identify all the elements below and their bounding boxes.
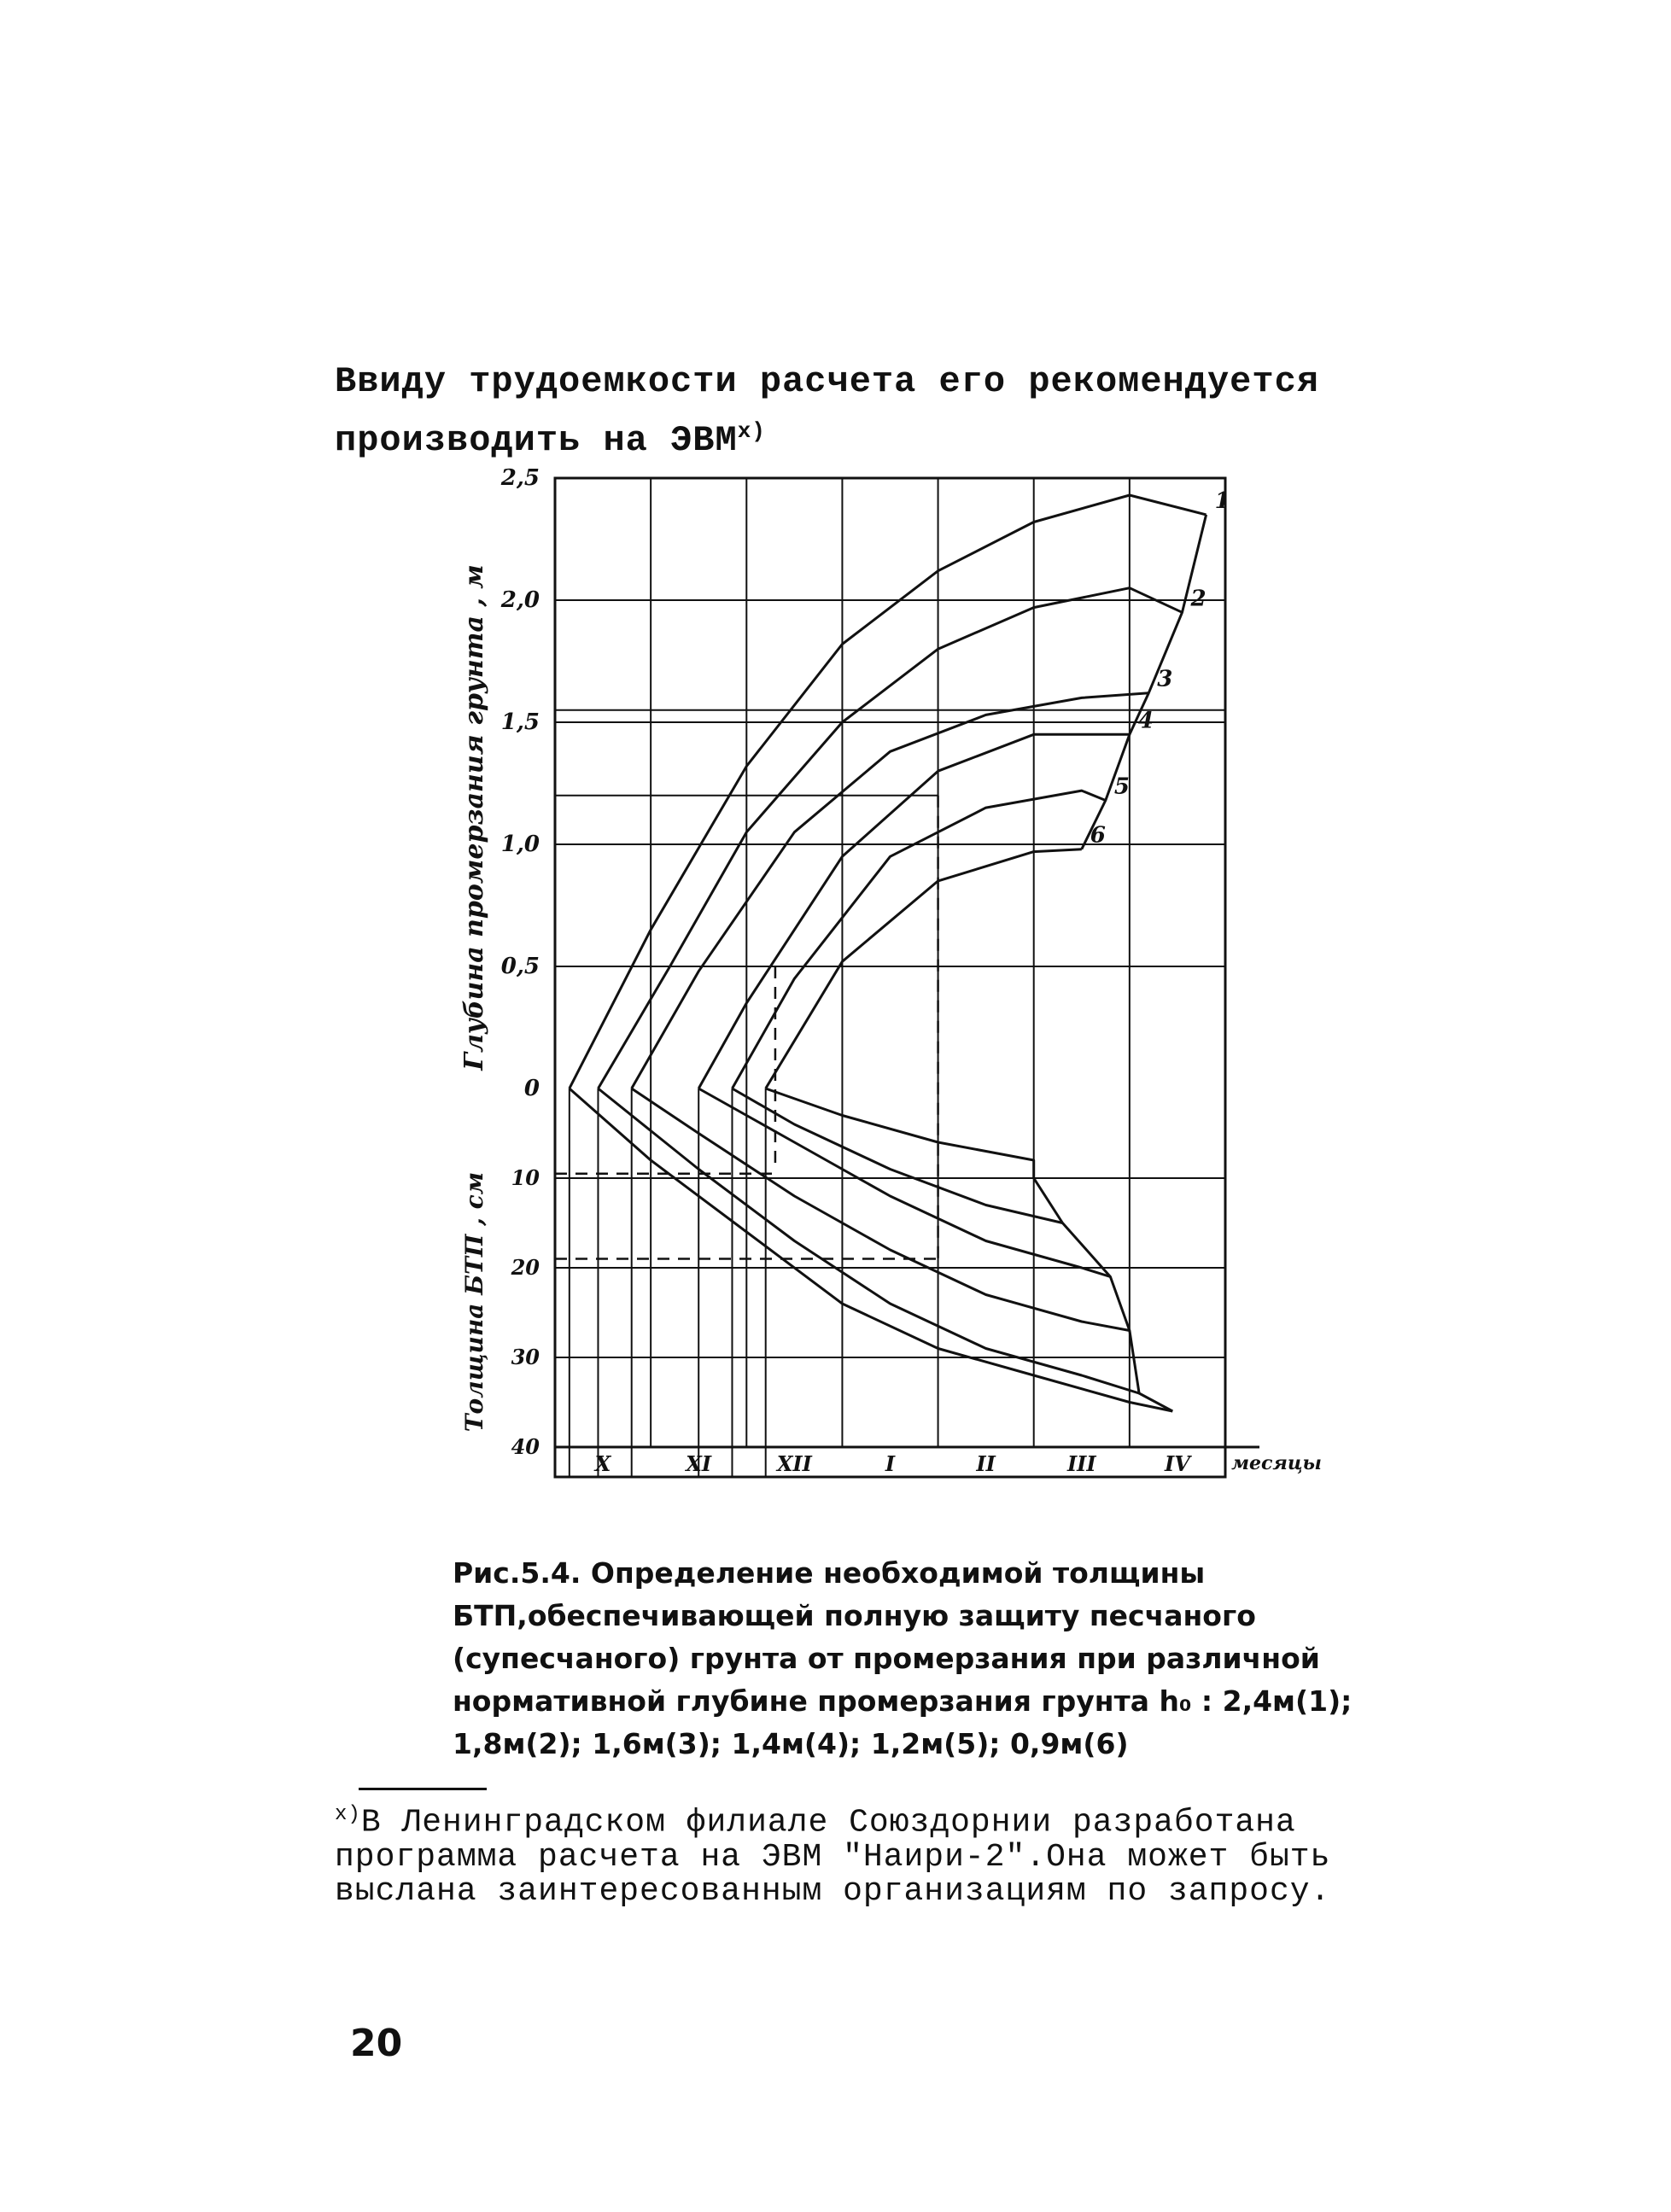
curve-number-label: 5 — [1113, 773, 1130, 800]
lower-axis-title: Толщина БТП , см — [460, 1171, 488, 1433]
lower-curve-6 — [766, 1088, 1034, 1178]
intro-footnote-mark: x) — [737, 418, 766, 444]
month-axis-title: месяцы — [1231, 1452, 1322, 1474]
footnote-divider — [359, 1788, 487, 1790]
lower-curve-4 — [698, 1088, 1110, 1277]
page-number: 20 — [350, 2022, 403, 2065]
figure-chart — [410, 461, 1366, 1528]
curve-number-label: 2 — [1190, 586, 1207, 612]
footnote-text: В Ленинградском филиале Союздорнии разработана программа расчета на ЭВМ "Наири-2".Она может быть выслана заинтересованным организациям по запросу. — [335, 1804, 1331, 1910]
month-tick-label: I — [885, 1451, 896, 1476]
footnote — [335, 1798, 1445, 1909]
lower-envelope-line — [1034, 1178, 1173, 1411]
upper-curve-3 — [632, 693, 1149, 1088]
footnote-mark: x) — [335, 1803, 361, 1826]
upper-ytick-label: 0,5 — [500, 954, 540, 979]
upper-ytick-label: 1,5 — [500, 709, 540, 735]
curve-number-label: 3 — [1157, 666, 1173, 692]
curve-number-label: 6 — [1090, 822, 1106, 849]
upper-curve-1 — [570, 495, 1207, 1088]
figure-caption — [453, 1552, 1375, 1766]
month-tick-label: II — [976, 1451, 996, 1476]
lower-ytick-label: 40 — [511, 1434, 540, 1459]
upper-axis-title: Глубина промерзания грунта , м — [459, 564, 489, 1071]
curve-number-label: 4 — [1137, 708, 1154, 734]
intro-text: Ввиду трудоемкости расчета его рекомендуется производить на ЭВМ — [335, 361, 1319, 461]
month-tick-label: XII — [776, 1451, 812, 1476]
month-tick-label: X — [594, 1451, 611, 1476]
lower-ytick-label: 20 — [511, 1255, 540, 1280]
lower-curve-2 — [599, 1088, 1140, 1393]
upper-ytick-label: 2,0 — [500, 587, 540, 613]
curve-number-label: 1 — [1214, 487, 1230, 514]
month-tick-label: III — [1066, 1451, 1096, 1476]
upper-ytick-label: 0 — [523, 1076, 540, 1101]
caption-text: Рис.5.4. Определение необходимой толщины БТП,обеспечивающей полную защиту песчаного (супесчаного) грунта от промерзания при различной нормативной глубине промерзания грунта h₀ : 2,4м(1); 1,8м(2); 1,6м(3); 1,4м(4); 1,2м(5); 0,9м(6) — [453, 1556, 1353, 1760]
month-tick-label: IV — [1164, 1451, 1190, 1476]
lower-ytick-label: 30 — [511, 1345, 540, 1369]
month-tick-label: XI — [686, 1451, 712, 1476]
upper-ytick-label: 2,5 — [500, 465, 540, 491]
lower-ytick-label: 10 — [511, 1165, 540, 1190]
intro-paragraph — [335, 357, 1436, 465]
upper-ytick-label: 1,0 — [500, 832, 540, 857]
